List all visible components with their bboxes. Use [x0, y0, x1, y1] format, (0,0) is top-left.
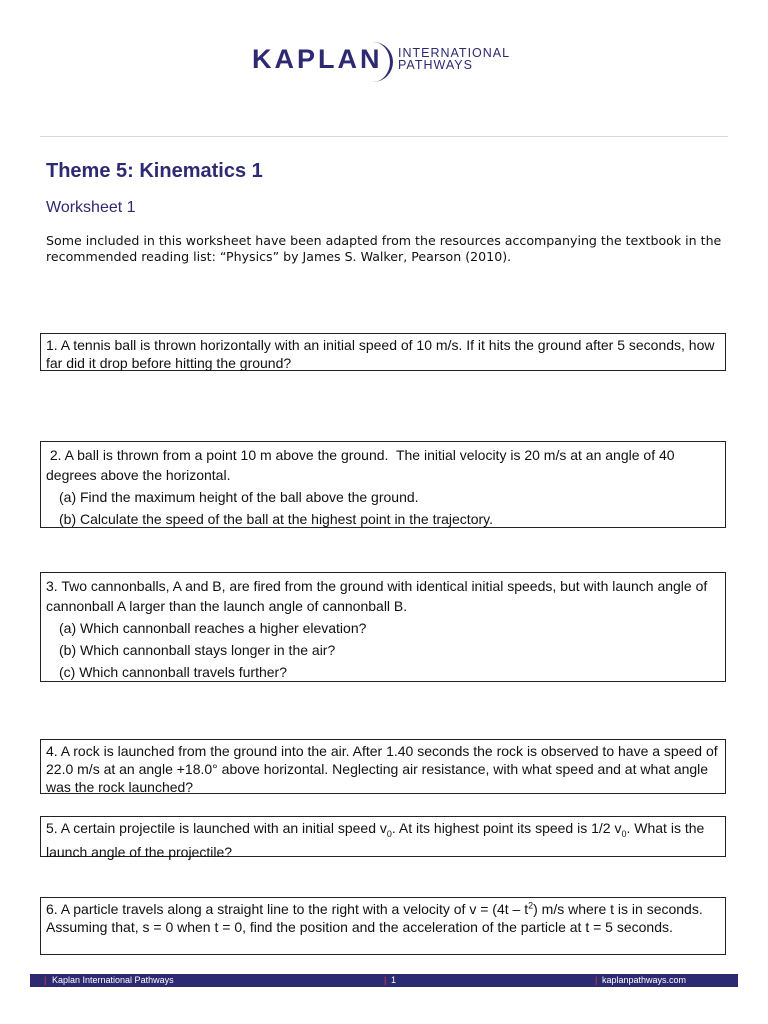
question-5-text-a: 5. A certain projectile is launched with an initial speed v: [46, 820, 387, 836]
logo-sub-line2: PATHWAYS: [398, 58, 473, 72]
footer-separator-3: |: [595, 975, 598, 985]
question-3-part-b: (b) Which cannonball stays longer in the air?: [59, 642, 336, 658]
logo-arc-icon: [368, 42, 393, 82]
logo-subtitle: [398, 47, 510, 71]
logo-sub-line1: INTERNATIONAL: [398, 46, 511, 60]
question-2-part-a: (a) Find the maximum height of the ball above the ground.: [59, 489, 419, 505]
header-divider: [40, 136, 728, 137]
question-4-text: 4. A rock is launched from the ground into the air. After 1.40 seconds the rock is observed to have a speed of 22.0 m/s at an angle +18.0° above horizontal. Neglecting air resistance, with what speed and at what angle was the rock launched?: [46, 743, 718, 795]
footer-url: kaplanpathways.com: [602, 975, 687, 985]
page-footer: [30, 974, 738, 987]
question-6-superscript: 2: [528, 900, 534, 911]
question-3-part-c: (c) Which cannonball travels further?: [59, 664, 287, 680]
question-6-text-b: ) m/s where t is in seconds. Assuming that, s = 0 when t = 0, find the position and the acceleration of the particle at t = 5 seconds.: [46, 901, 703, 935]
footer-page-number: 1: [391, 975, 397, 985]
footer-separator-1: |: [44, 975, 47, 985]
question-2-part-b: (b) Calculate the speed of the ball at the highest point in the trajectory.: [59, 511, 493, 527]
question-6-text: [46, 900, 720, 936]
question-5-box: [40, 816, 726, 860]
question-1-box: [40, 333, 726, 371]
question-5-text: [46, 819, 720, 861]
question-3-box: [40, 572, 726, 682]
question-4-box: [40, 739, 726, 794]
question-5-subscript-b: 0: [621, 828, 627, 839]
worksheet-subtitle: Worksheet 1: [46, 199, 136, 216]
question-5-text-c: . What is the launch angle of the projectile?: [46, 820, 705, 860]
footer-separator-2: |: [384, 975, 387, 985]
question-6-text-a: 6. A particle travels along a straight line to the right with a velocity of v = (4t – t: [46, 901, 529, 917]
question-3-text: 3. Two cannonballs, A and B, are fired from the ground with identical initial speeds, but with launch angle of cannonball A larger than the launch angle of cannonball B.: [46, 578, 708, 614]
footer-org: Kaplan International Pathways: [52, 975, 174, 985]
question-2-box: [40, 441, 726, 528]
question-2-text: 2. A ball is thrown from a point 10 m above the ground. The initial velocity is 20 m/s at an angle of 40 degrees above the horizontal.: [46, 447, 679, 483]
question-6-box: [40, 897, 726, 955]
question-1-text: 1. A tennis ball is thrown horizontally with an initial speed of 10 m/s. If it hits the ground after 5 seconds, how far did it drop before hitting the ground?: [46, 337, 715, 371]
page-title: Theme 5: Kinematics 1: [46, 160, 263, 182]
logo-wordmark: KAPLAN: [252, 44, 383, 74]
question-5-subscript-a: 0: [386, 828, 392, 839]
question-3-part-a: (a) Which cannonball reaches a higher elevation?: [59, 620, 367, 636]
intro-paragraph: Some included in this worksheet have been adapted from the resources accompanying the textbook in the recommended reading list: “Physics” by James S. Walker, Pearson (2010).: [46, 233, 722, 264]
question-5-text-b: . At its highest point its speed is 1/2 v: [391, 820, 622, 836]
